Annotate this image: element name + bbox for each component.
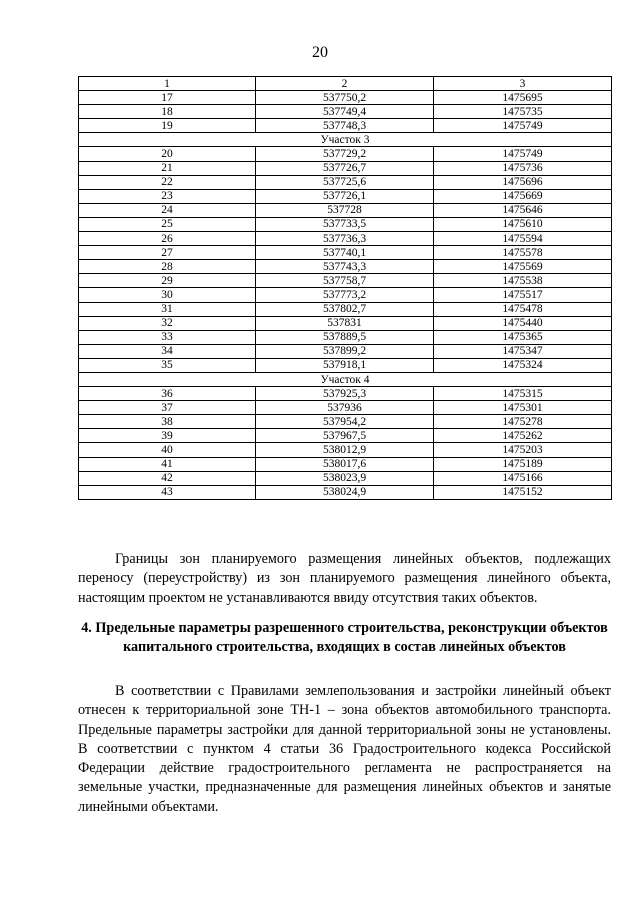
cell-y-coordinate: 1475324: [434, 358, 612, 372]
cell-y-coordinate: 1475189: [434, 457, 612, 471]
cell-point-number: 27: [79, 246, 256, 260]
cell-x-coordinate: 537802,7: [256, 302, 434, 316]
table-row: [79, 288, 612, 302]
cell-x-coordinate: 537967,5: [256, 429, 434, 443]
cell-x-coordinate: 537726,7: [256, 161, 434, 175]
cell-point-number: 22: [79, 175, 256, 189]
cell-x-coordinate: 538012,9: [256, 443, 434, 457]
table-row: [79, 344, 612, 358]
cell-point-number: 41: [79, 457, 256, 471]
cell-x-coordinate: 537736,3: [256, 232, 434, 246]
paragraph-text: В соответствии с Правилами землепользования и застройки линейный объект отнесен к территориальной зоне ТН-1 – зона объектов автомобильного транспорта. Предельные параметры застройки для данной территориальной зоны не установлены. В соответствии с пунктом 4 статьи 36 Градостроительного кодекса Российской Федерации действие градостроительного регламента не распространяется на земельные участки, предназначенные для размещения линейных объектов и занятые линейными объектами.: [78, 683, 611, 815]
cell-y-coordinate: 1475166: [434, 471, 612, 485]
section-row: [79, 372, 612, 386]
table-row: [79, 274, 612, 288]
table-row: [79, 175, 612, 189]
table-row: [79, 302, 612, 316]
cell-x-coordinate: 537728: [256, 203, 434, 217]
cell-y-coordinate: 1475569: [434, 260, 612, 274]
cell-x-coordinate: 537889,5: [256, 330, 434, 344]
table-row: [79, 429, 612, 443]
cell-point-number: 20: [79, 147, 256, 161]
cell-y-coordinate: 1475610: [434, 217, 612, 231]
cell-y-coordinate: 1475646: [434, 203, 612, 217]
cell-x-coordinate: 537758,7: [256, 274, 434, 288]
coordinates-table-body: [79, 77, 612, 500]
table-row: [79, 443, 612, 457]
cell-point-number: 23: [79, 189, 256, 203]
header-cell-x: 2: [256, 77, 434, 91]
paragraph-land-use-rules: [78, 682, 611, 817]
cell-y-coordinate: 1475517: [434, 288, 612, 302]
cell-point-number: 37: [79, 401, 256, 415]
cell-point-number: 26: [79, 232, 256, 246]
table-row: [79, 401, 612, 415]
cell-y-coordinate: 1475262: [434, 429, 612, 443]
header-cell-number: 1: [79, 77, 256, 91]
cell-y-coordinate: 1475695: [434, 91, 612, 105]
table-row: [79, 457, 612, 471]
table-row: [79, 203, 612, 217]
table-row: [79, 316, 612, 330]
cell-x-coordinate: 537831: [256, 316, 434, 330]
cell-x-coordinate: 537954,2: [256, 415, 434, 429]
cell-x-coordinate: 537773,2: [256, 288, 434, 302]
table-row: [79, 189, 612, 203]
table-row: [79, 330, 612, 344]
cell-y-coordinate: 1475538: [434, 274, 612, 288]
cell-y-coordinate: 1475669: [434, 189, 612, 203]
table-header-row: [79, 77, 612, 91]
table-row: [79, 415, 612, 429]
cell-x-coordinate: 538017,6: [256, 457, 434, 471]
cell-x-coordinate: 537725,6: [256, 175, 434, 189]
cell-y-coordinate: 1475347: [434, 344, 612, 358]
cell-x-coordinate: 538024,9: [256, 485, 434, 499]
cell-y-coordinate: 1475578: [434, 246, 612, 260]
cell-x-coordinate: 537750,2: [256, 91, 434, 105]
cell-point-number: 34: [79, 344, 256, 358]
cell-x-coordinate: 538023,9: [256, 471, 434, 485]
cell-y-coordinate: 1475365: [434, 330, 612, 344]
cell-x-coordinate: 537925,3: [256, 387, 434, 401]
section-label: Участок 3: [79, 133, 612, 147]
cell-point-number: 31: [79, 302, 256, 316]
coordinates-table: [78, 76, 612, 500]
cell-point-number: 24: [79, 203, 256, 217]
cell-y-coordinate: 1475315: [434, 387, 612, 401]
table-row: [79, 246, 612, 260]
cell-y-coordinate: 1475440: [434, 316, 612, 330]
cell-y-coordinate: 1475736: [434, 161, 612, 175]
cell-point-number: 25: [79, 217, 256, 231]
cell-x-coordinate: 537729,2: [256, 147, 434, 161]
table-row: [79, 119, 612, 133]
table-row: [79, 260, 612, 274]
cell-point-number: 18: [79, 105, 256, 119]
cell-x-coordinate: 537740,1: [256, 246, 434, 260]
cell-y-coordinate: 1475594: [434, 232, 612, 246]
page-number: 20: [312, 44, 328, 61]
cell-point-number: 30: [79, 288, 256, 302]
table-row: [79, 147, 612, 161]
cell-point-number: 19: [79, 119, 256, 133]
cell-point-number: 43: [79, 485, 256, 499]
paragraph-zone-boundaries: [78, 550, 611, 608]
cell-x-coordinate: 537918,1: [256, 358, 434, 372]
section-heading: 4. Предельные параметры разрешенного строительства, реконструкции объектов капитального строительства, входящих в состав линейных объектов: [81, 620, 608, 655]
paragraph-text: Границы зон планируемого размещения линейных объектов, подлежащих переносу (переустройству) из зон планируемого размещения линейного объекта, настоящим проектом не устанавливаются ввиду отсутствия таких объектов.: [78, 551, 611, 606]
cell-point-number: 33: [79, 330, 256, 344]
cell-point-number: 36: [79, 387, 256, 401]
cell-x-coordinate: 537936: [256, 401, 434, 415]
table-row: [79, 471, 612, 485]
cell-y-coordinate: 1475749: [434, 147, 612, 161]
cell-point-number: 35: [79, 358, 256, 372]
cell-x-coordinate: 537748,3: [256, 119, 434, 133]
cell-y-coordinate: 1475696: [434, 175, 612, 189]
cell-y-coordinate: 1475301: [434, 401, 612, 415]
table-row: [79, 232, 612, 246]
cell-point-number: 17: [79, 91, 256, 105]
cell-point-number: 42: [79, 471, 256, 485]
cell-point-number: 40: [79, 443, 256, 457]
cell-point-number: 29: [79, 274, 256, 288]
header-cell-y: 3: [434, 77, 612, 91]
table-row: [79, 105, 612, 119]
cell-x-coordinate: 537733,5: [256, 217, 434, 231]
cell-point-number: 21: [79, 161, 256, 175]
cell-y-coordinate: 1475735: [434, 105, 612, 119]
cell-x-coordinate: 537743,3: [256, 260, 434, 274]
table-row: [79, 485, 612, 499]
cell-point-number: 28: [79, 260, 256, 274]
table-row: [79, 217, 612, 231]
cell-point-number: 38: [79, 415, 256, 429]
cell-x-coordinate: 537749,4: [256, 105, 434, 119]
table-row: [79, 387, 612, 401]
cell-y-coordinate: 1475152: [434, 485, 612, 499]
table-row: [79, 161, 612, 175]
section-row: [79, 133, 612, 147]
cell-point-number: 32: [79, 316, 256, 330]
table-row: [79, 91, 612, 105]
table-row: [79, 358, 612, 372]
cell-point-number: 39: [79, 429, 256, 443]
cell-x-coordinate: 537726,1: [256, 189, 434, 203]
cell-y-coordinate: 1475478: [434, 302, 612, 316]
section-label: Участок 4: [79, 372, 612, 386]
cell-x-coordinate: 537899,2: [256, 344, 434, 358]
cell-y-coordinate: 1475203: [434, 443, 612, 457]
cell-y-coordinate: 1475278: [434, 415, 612, 429]
cell-y-coordinate: 1475749: [434, 119, 612, 133]
